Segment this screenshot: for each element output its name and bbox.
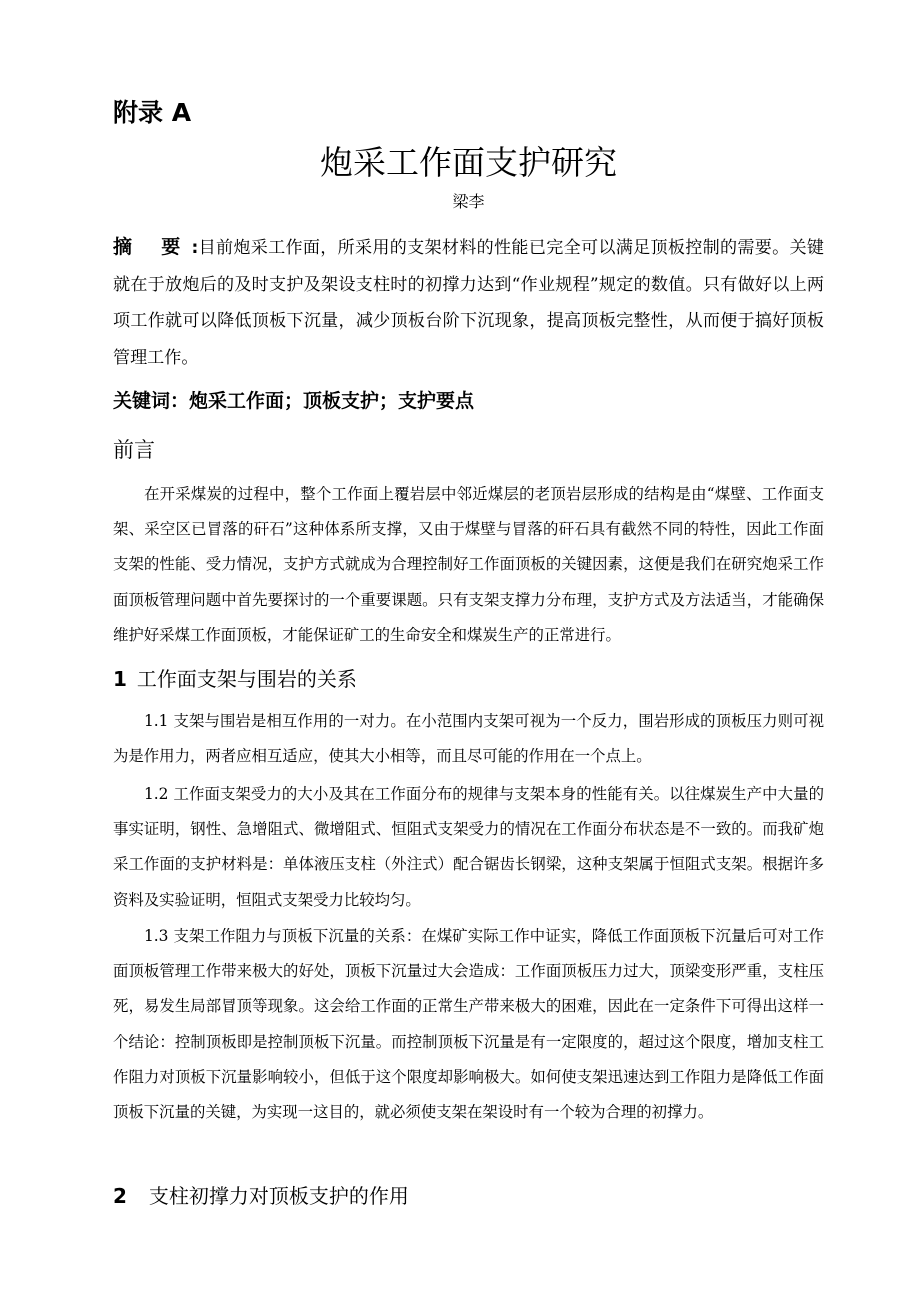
paragraph-1-2: 1.2 工作面支架受力的大小及其在工作面分布的规律与支架本身的性能有关。以往煤炭生产中大量的事实证明，钢性、急增阻式、微增阻式、恒阻式支架受力的情况在工作面分布状态是不一致的。而我矿炮采工作面的支护材料是：单体液压支柱（外注式）配合锯齿长钢梁，这种支架属于恒阻式支架。根据许多资料及实验证明，恒阻式支架受力比较均匀。 [113,785,824,909]
paragraph-1-1: 1.1 支架与围岩是相互作用的一对力。在小范围内支架可视为一个反力，围岩形成的顶板压力则可视为是作用力，两者应相互适应，使其大小相等，而且尽可能的作用在一个点上。 [113,712,824,765]
author-name: 梁李 [452,192,485,211]
abstract-label: 摘 要 [113,236,192,258]
section-1-heading [113,664,357,694]
abstract-colon: : [191,238,199,258]
paper-title: 炮采工作面支护研究 [320,143,617,182]
preface-paragraph: 在开采煤炭的过程中，整个工作面上覆岩层中邻近煤层的老顶岩层形成的结构是由“煤壁、工作面支架、采空区已冒落的矸石”这种体系所支撑，又由于煤壁与冒落的矸石具有截然不同的特性，因此工作面支架的性能、受力情况，支护方式就成为合理控制好工作面顶板的关键因素，这便是我们在研究炮采工作面顶板管理问题中首先要探讨的一个重要课题。只有支架支撑力分布理，支护方式及方法适当，才能确保维护好采煤工作面顶板，才能保证矿工的生命安全和煤炭生产的正常进行。 [113,485,824,644]
abstract [113,229,824,376]
abstract-text: 目前炮采工作面，所采用的支架材料的性能已完全可以满足顶板控制的需要。关键就在于放炮后的及时支护及架设支柱时的初撑力达到“作业规程”规定的数值。只有做好以上两项工作就可以降低顶板下沉量，减少顶板台阶下沉现象，提高顶板完整性，从而便于搞好顶板管理工作。 [113,238,824,368]
appendix-label: 附录 A [113,98,192,127]
section-1-number: 1 [113,667,127,691]
section-1-title: 工作面支架与围岩的关系 [136,667,357,691]
section-2-number: 2 [113,1184,127,1208]
paragraph-1-3: 1.3 支架工作阻力与顶板下沉量的关系：在煤矿实际工作中证实，降低工作面顶板下沉量后可对工作面顶板管理工作带来极大的好处，顶板下沉量过大会造成：工作面顶板压力过大，顶梁变形严重，支柱压死，易发生局部冒顶等现象。这会给工作面的正常生产带来极大的困难，因此在一定条件下可得出这样一个结论：控制顶板即是控制顶板下沉量。而控制顶板下沉量是有一定限度的，超过这个限度，增加支柱工作阻力对顶板下沉量影响较小，但低于这个限度却影响极大。如何使支架迅速达到工作阻力是降低工作面顶板下沉量的关键，为实现一这目的，就必须使支架在架设时有一个较为合理的初撑力。 [113,927,824,1122]
section-2-heading [113,1181,409,1211]
preface-heading: 前言 [113,438,155,462]
keywords: 关键词：炮采工作面；顶板支护；支护要点 [113,390,475,412]
document-page [113,0,824,1302]
section-2-title: 支柱初撑力对顶板支护的作用 [148,1184,409,1208]
